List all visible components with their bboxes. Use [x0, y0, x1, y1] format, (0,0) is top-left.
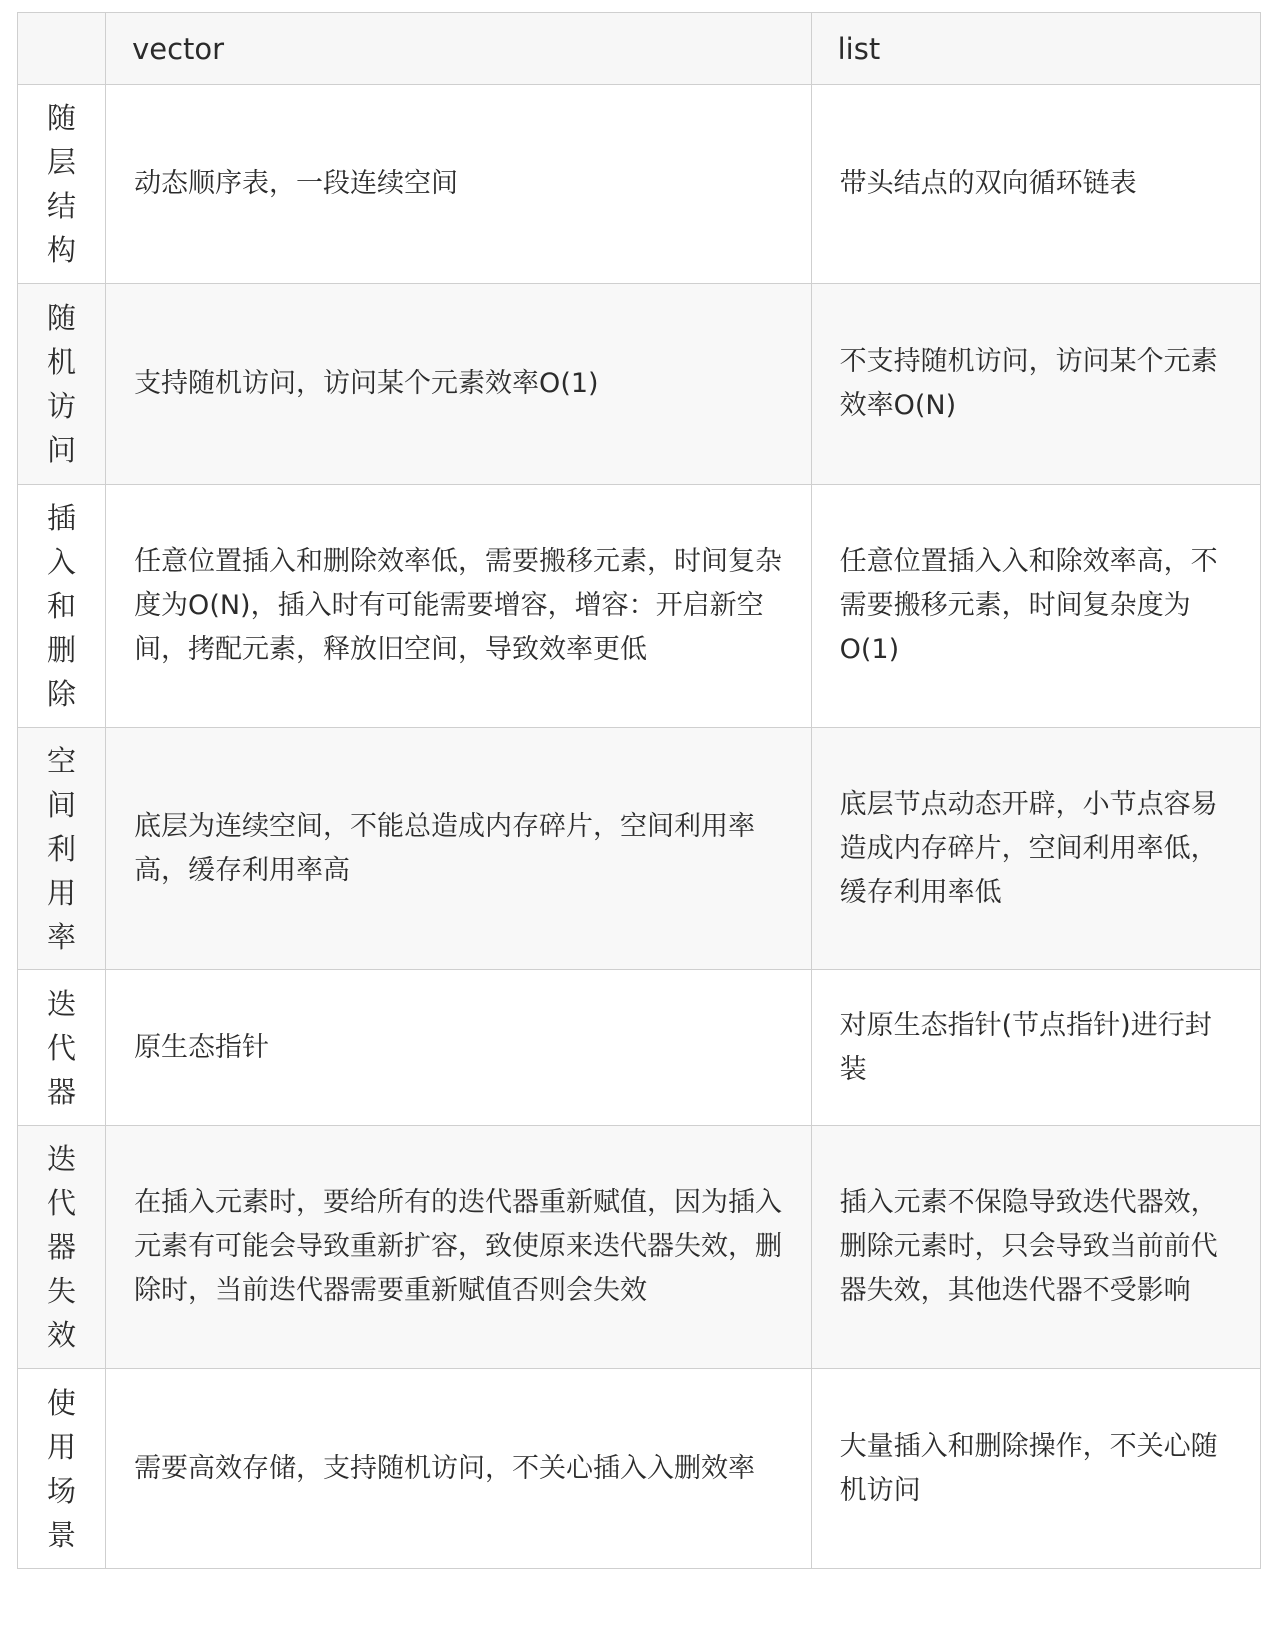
row-key-cell: [18, 1369, 106, 1569]
table-row: [18, 970, 1261, 1126]
row-key-cell: [18, 85, 106, 284]
table-row: [18, 485, 1261, 728]
row-key-cell: [18, 970, 106, 1126]
list-cell: 不支持随机访问，访问某个元素效率O(N): [811, 284, 1260, 485]
vector-cell: 底层为连续空间，不能总造成内存碎片，空间利用率高，缓存利用率高: [106, 728, 812, 970]
list-cell: 任意位置插入入和除效率高，不需要搬移元素，时间复杂度为O(1): [811, 485, 1260, 728]
row-key: 随层结构: [47, 101, 77, 267]
vector-cell: 任意位置插入和删除效率低，需要搬移元素，时间复杂度为O(N)，插入时有可能需要增容，增容：开启新空间，拷配元素，释放旧空间，导致效率更低: [106, 485, 812, 728]
header-vector: vector: [106, 13, 812, 85]
vector-cell: 动态顺序表，一段连续空间: [106, 85, 812, 284]
header-corner-cell: [18, 13, 106, 85]
vector-cell: 支持随机访问，访问某个元素效率O(1): [106, 284, 812, 485]
row-key: 使用场景: [47, 1385, 77, 1552]
table-row: [18, 85, 1261, 284]
table-row: [18, 1369, 1261, 1569]
table-header-row: [18, 13, 1261, 85]
header-list: list: [811, 13, 1260, 85]
row-key-cell: [18, 485, 106, 728]
row-key: 迭代器: [47, 986, 77, 1109]
row-key: 空间利用率: [47, 743, 77, 954]
row-key-cell: [18, 284, 106, 485]
list-cell: 插入元素不保隐导致迭代器效，删除元素时，只会导致当前前代器失效，其他迭代器不受影响: [811, 1126, 1260, 1369]
vector-cell: 需要高效存储，支持随机访问，不关心插入入删效率: [106, 1369, 812, 1569]
row-key-cell: [18, 1126, 106, 1369]
row-key: 随机访问: [47, 301, 77, 467]
row-key-cell: [18, 728, 106, 970]
list-cell: 带头结点的双向循环链表: [811, 85, 1260, 284]
vector-cell: 在插入元素时，要给所有的迭代器重新赋值，因为插入元素有可能会导致重新扩容，致使原来迭代器失效，删除时，当前迭代器需要重新赋值否则会失效: [106, 1126, 812, 1369]
table-row: [18, 284, 1261, 485]
table-row: [18, 728, 1261, 970]
row-key: 插入和删除: [47, 501, 77, 711]
list-cell: 对原生态指针(节点指针)进行封装: [811, 970, 1260, 1126]
vector-cell: 原生态指针: [106, 970, 812, 1126]
table-row: [18, 1126, 1261, 1369]
list-cell: 底层节点动态开辟，小节点容易造成内存碎片，空间利用率低，缓存利用率低: [811, 728, 1260, 970]
comparison-table: [17, 12, 1261, 1569]
row-key: 迭代器失效: [47, 1142, 77, 1352]
list-cell: 大量插入和删除操作，不关心随机访问: [811, 1369, 1260, 1569]
